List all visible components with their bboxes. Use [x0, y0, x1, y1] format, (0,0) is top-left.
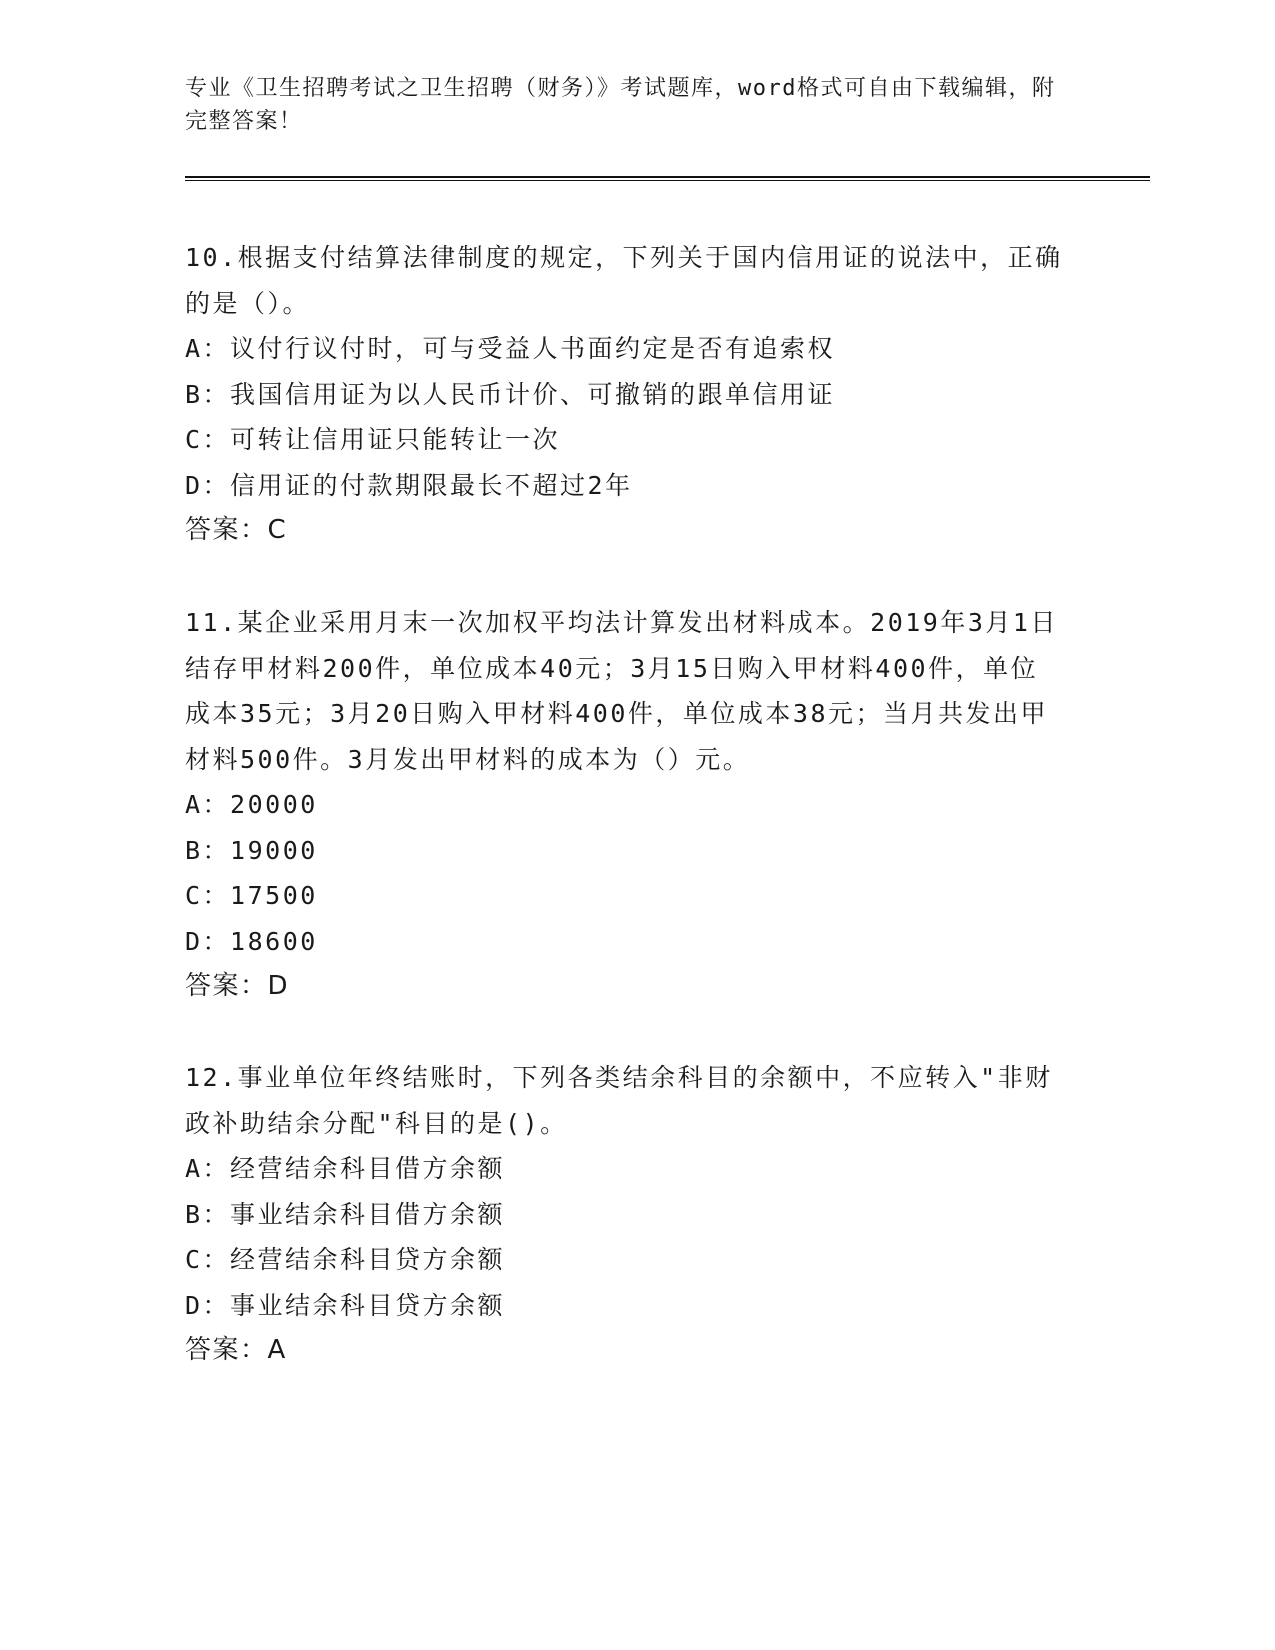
- answer-label: 答案：A: [185, 1335, 287, 1365]
- option-d: D：18600: [185, 926, 318, 956]
- option-c: C：经营结余科目贷方余额: [185, 1245, 506, 1274]
- answer-label: 答案：D: [185, 971, 290, 1001]
- option-a: A：议付行议付时，可与受益人书面约定是否有追索权: [185, 334, 836, 363]
- option-d: D：事业结余科目贷方余额: [185, 1290, 506, 1320]
- question-stem: 12.事业单位年终结账时，下列各类结余科目的余额中，不应转入"非财政补助结余分配"科目的是()。: [185, 1063, 1053, 1138]
- option-b: B：19000: [185, 835, 318, 865]
- option-c: C：可转让信用证只能转让一次: [185, 425, 561, 454]
- question-12: [185, 1055, 1085, 1374]
- option-b: B：事业结余科目借方余额: [185, 1199, 506, 1229]
- option-c: C：17500: [185, 881, 318, 910]
- option-b: B：我国信用证为以人民币计价、可撤销的跟单信用证: [185, 379, 836, 409]
- option-d: D：信用证的付款期限最长不超过2年: [185, 470, 633, 500]
- document-header: 专业《卫生招聘考试之卫生招聘（财务）》考试题库，word格式可自由下载编辑，附完整答案！: [185, 76, 1056, 134]
- option-a: A：20000: [185, 790, 318, 819]
- question-10: [185, 235, 1085, 554]
- question-stem: 11.某企业采用月末一次加权平均法计算发出材料成本。2019年3月1日结存甲材料200件，单位成本40元；3月15日购入甲材料400件，单位成本35元；3月20日购入甲材料400件，单位成本38元；当月共发出甲材料500件。3月发出甲材料的成本为（）元。: [185, 608, 1058, 774]
- answer-label: 答案：C: [185, 515, 288, 545]
- question-stem: 10.根据支付结算法律制度的规定，下列关于国内信用证的说法中，正确的是（）。: [185, 243, 1063, 318]
- header-divider: [185, 176, 1150, 181]
- option-a: A：经营结余科目借方余额: [185, 1154, 506, 1183]
- question-11: [185, 600, 1085, 1010]
